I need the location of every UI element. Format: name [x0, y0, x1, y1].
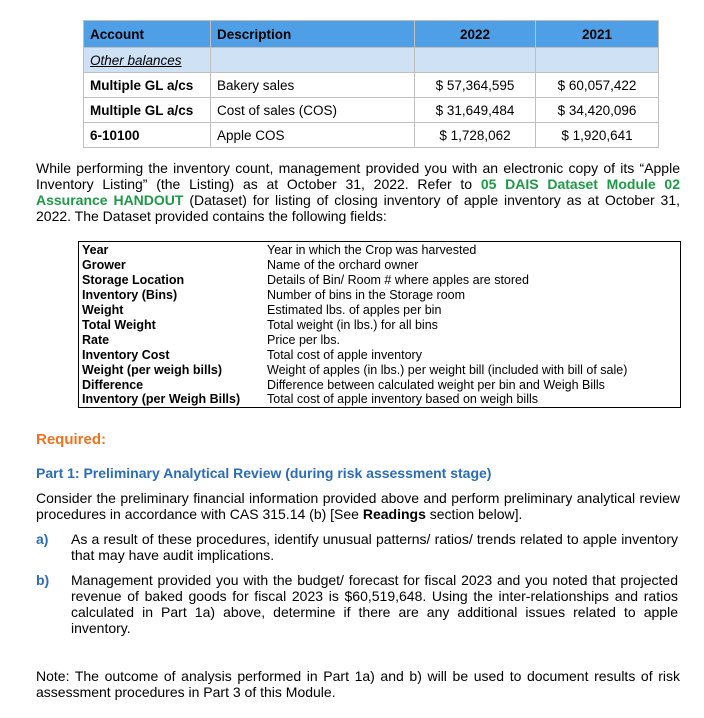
table-row [84, 98, 659, 123]
item-a-marker: a) [36, 531, 49, 547]
financial-balances-table [83, 20, 659, 148]
table-row [84, 73, 659, 98]
field-row [79, 348, 680, 363]
field-description: Total cost of apple inventory based on weigh bills [267, 392, 538, 406]
part1-heading: Part 1: Preliminary Analytical Review (during risk assessment stage) [36, 465, 492, 481]
cell-description: Apple COS [211, 123, 415, 148]
field-name: Year [82, 243, 109, 257]
cell-2021: $ 1,920,641 [536, 123, 659, 148]
field-name: Inventory (Bins) [82, 288, 178, 302]
cell-2021: $ 60,057,422 [536, 73, 659, 98]
dataset-fields-box [78, 241, 681, 408]
field-description: Price per lbs. [267, 333, 340, 347]
field-name: Rate [82, 333, 110, 347]
cell-description: Cost of sales (COS) [211, 98, 415, 123]
cell-account: Multiple GL a/cs [84, 73, 211, 98]
other-balances-label: Other balances [84, 48, 211, 73]
field-name: Weight [82, 303, 124, 317]
consider-paragraph [36, 490, 680, 522]
item-a-text: As a result of these procedures, identify unusual patterns/ ratios/ trends related to apple inventory that may have audit implications. [71, 531, 678, 563]
field-name: Difference [82, 378, 144, 392]
intro-line-1: While performing the inventory count, management provided you with an electronic copy of its “Apple [36, 160, 680, 176]
cell-2022: $ 31,649,484 [415, 98, 536, 123]
header-account: Account [84, 21, 211, 48]
field-name: Grower [82, 258, 126, 272]
readings-reference: Readings [362, 506, 426, 522]
field-description: Number of bins in the Storage room [267, 288, 466, 302]
other-balances-row [84, 48, 659, 73]
cell-account: Multiple GL a/cs [84, 98, 211, 123]
cell-2022: $ 57,364,595 [415, 73, 536, 98]
field-description: Details of Bin/ Room # where apples are stored [267, 273, 529, 287]
field-description: Name of the orchard owner [267, 258, 419, 272]
field-description: Difference between calculated weight per bin and Weigh Bills [267, 378, 605, 392]
table-row [84, 123, 659, 148]
field-description: Estimated lbs. of apples per bin [267, 303, 442, 317]
field-name: Inventory (per Weigh Bills) [82, 392, 241, 406]
field-description: Total weight (in lbs.) for all bins [267, 318, 438, 332]
field-description: Total cost of apple inventory [267, 348, 422, 362]
field-row [79, 303, 680, 318]
field-name: Weight (per weigh bills) [82, 363, 223, 377]
header-2021: 2021 [536, 21, 659, 48]
field-row [79, 258, 680, 273]
field-row [79, 243, 680, 258]
field-description: Weight of apples (in lbs.) per weight bill (included with bill of sale) [267, 363, 628, 377]
consider-line-2: procedures in accordance with CAS 315.14 (b) [See Readings section below]. [36, 506, 523, 522]
dataset-reference-handout: Assurance HANDOUT [36, 192, 184, 208]
required-heading: Required: [36, 431, 107, 448]
field-row [79, 273, 680, 288]
cell-2021: $ 34,420,096 [536, 98, 659, 123]
field-description: Year in which the Crop was harvested [267, 243, 477, 257]
consider-line-1: Consider the preliminary financial information provided above and perform preliminary analytical review [36, 490, 680, 506]
header-description: Description [211, 21, 415, 48]
field-row [79, 288, 680, 303]
dataset-reference-link: 05 DAIS Dataset Module 02 [480, 176, 680, 192]
field-row [79, 318, 680, 333]
cell-account: 6-10100 [84, 123, 211, 148]
note-paragraph [36, 668, 680, 700]
intro-line-4: 2022. The Dataset provided contains the following fields: [36, 208, 387, 224]
item-b-marker: b) [36, 572, 50, 588]
note-line-1: Note: The outcome of analysis performed in Part 1a) and b) will be used to document results of risk [36, 668, 680, 684]
field-row [79, 363, 680, 378]
field-row [79, 392, 680, 407]
field-row [79, 378, 680, 393]
field-name: Storage Location [82, 273, 185, 287]
field-name: Total Weight [82, 318, 156, 332]
intro-paragraph [36, 160, 680, 224]
intro-line-3: Assurance HANDOUT (Dataset) for listing of closing inventory of apple inventory as at October 31, [36, 192, 680, 208]
header-2022: 2022 [415, 21, 536, 48]
field-row [79, 333, 680, 348]
item-b-text: Management provided you with the budget/ forecast for fiscal 2023 and you noted that projected revenue of baked goods for fiscal 2023 is $60,519,648. Using the inter-relationships and ratios calculated in Part 1a) above, determine if there are any additional issues related to apple inventory. [71, 572, 678, 636]
intro-line-2: Inventory Listing” (the Listing) as at October 31, 2022. Refer to 05 DAIS Dataset Module 02 [36, 176, 680, 192]
cell-description: Bakery sales [211, 73, 415, 98]
table-header-row [84, 21, 659, 48]
note-line-2: assessment procedures in Part 3 of this Module. [36, 684, 336, 700]
cell-2022: $ 1,728,062 [415, 123, 536, 148]
field-name: Inventory Cost [82, 348, 170, 362]
